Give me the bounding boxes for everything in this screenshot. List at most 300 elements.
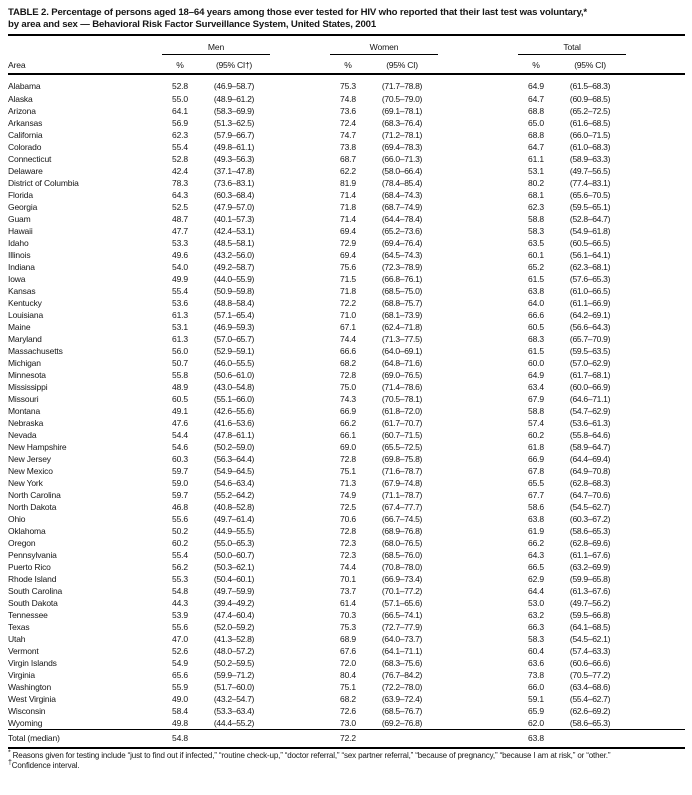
men-ci-cell: (48.5–58.1): [213, 238, 255, 249]
total-pct-cell: 68.3: [528, 334, 544, 345]
total-pct-cell: 64.9: [528, 80, 544, 91]
total-ci-cell: (65.6–70.5): [569, 190, 611, 201]
total-pct-header: %: [518, 55, 554, 75]
women-ci-cell: (69.2–76.8): [381, 718, 423, 729]
total-pct-cell: 66.6: [528, 310, 544, 321]
spacer-cell: [438, 273, 518, 285]
spacer-cell: [438, 177, 518, 189]
table-row: [8, 201, 685, 213]
women-ci-cell: (69.1–78.1): [381, 106, 423, 117]
area-cell: Nevada: [8, 430, 37, 441]
table-row: [8, 237, 685, 249]
men-ci-cell: (44.0–55.9): [213, 274, 255, 285]
men-pct-cell: 53.3: [172, 238, 188, 249]
total-ci-cell: (55.4–62.7): [569, 694, 611, 705]
spacer-cell: [270, 55, 330, 75]
spacer-cell: [270, 633, 330, 645]
women-ci-cell: (61.7–70.7): [381, 418, 423, 429]
total-pct-cell: 57.4: [528, 418, 544, 429]
area-cell: Puerto Rico: [8, 562, 51, 573]
women-pct-cell: 71.5: [340, 274, 356, 285]
spacer-cell: [438, 165, 518, 177]
total-pct-cell: 58.8: [528, 214, 544, 225]
spacer-cell: [626, 201, 685, 213]
women-ci-cell: (71.1–78.7): [381, 490, 423, 501]
spacer-cell: [270, 573, 330, 585]
spacer-cell: [438, 477, 518, 489]
women-pct-cell: 74.4: [340, 334, 356, 345]
women-pct-cell: 80.4: [340, 670, 356, 681]
men-column-group: Men: [162, 36, 270, 55]
men-pct-cell: 54.9: [172, 658, 188, 669]
table-row: [8, 393, 685, 405]
total-pct-cell: 58.8: [528, 406, 544, 417]
total-ci-cell: (58.6–65.3): [569, 526, 611, 537]
spacer-cell: [270, 117, 330, 129]
women-ci-cell: (64.1–71.1): [381, 646, 423, 657]
total-pct-cell: 65.0: [528, 118, 544, 129]
men-ci-cell: (52.0–59.2): [213, 622, 255, 633]
men-pct-cell: 55.0: [172, 94, 188, 105]
women-ci-cell: (60.7–71.5): [381, 430, 423, 441]
spacer-cell: [270, 93, 330, 105]
women-pct-cell: 68.7: [340, 154, 356, 165]
spacer-cell: [438, 657, 518, 669]
men-ci-cell: (42.6–55.6): [213, 406, 255, 417]
women-pct-cell: 66.2: [340, 418, 356, 429]
area-cell: West Virginia: [8, 694, 56, 705]
area-cell: Indiana: [8, 262, 35, 273]
total-ci-cell: (55.8–64.6): [569, 430, 611, 441]
table-row: [8, 441, 685, 453]
area-cell: Idaho: [8, 238, 29, 249]
women-ci-cell: (70.8–78.0): [381, 562, 423, 573]
spacer-cell: [626, 153, 685, 165]
total-pct-cell: 66.0: [528, 682, 544, 693]
men-pct-cell: 64.1: [172, 106, 188, 117]
total-ci-cell: (49.7–56.2): [569, 598, 611, 609]
spacer-cell: [626, 681, 685, 693]
women-ci-cell: (66.7–74.5): [381, 514, 423, 525]
spacer-cell: [270, 645, 330, 657]
table-row: [8, 597, 685, 609]
area-cell: Ohio: [8, 514, 26, 525]
spacer-cell: [270, 105, 330, 117]
spacer-cell: [626, 645, 685, 657]
women-pct-cell: 61.4: [340, 598, 356, 609]
women-pct-cell: 73.7: [340, 586, 356, 597]
spacer-cell: [438, 717, 518, 730]
spacer-cell: [270, 525, 330, 537]
table-row: [8, 213, 685, 225]
men-pct-cell: 56.9: [172, 118, 188, 129]
spacer-cell: [270, 381, 330, 393]
men-pct-cell: 48.9: [172, 382, 188, 393]
group-header-row: [8, 36, 685, 55]
total-ci-cell: (56.6–64.3): [569, 322, 611, 333]
table-row: [8, 93, 685, 105]
spacer-cell: [626, 561, 685, 573]
women-pct-cell: 67.6: [340, 646, 356, 657]
women-pct-cell: 70.6: [340, 514, 356, 525]
women-pct-cell: 81.9: [340, 178, 356, 189]
women-column-group: Women: [330, 36, 438, 55]
spacer-cell: [626, 429, 685, 441]
spacer-cell: [270, 333, 330, 345]
table-row: [8, 189, 685, 201]
table-body: [8, 74, 685, 730]
spacer-cell: [438, 693, 518, 705]
spacer-cell: [626, 441, 685, 453]
spacer-cell: [438, 501, 518, 513]
total-ci-cell: (62.6–69.2): [569, 706, 611, 717]
total-pct-cell: 66.3: [528, 622, 544, 633]
total-pct-cell: 53.1: [528, 166, 544, 177]
area-cell: Maryland: [8, 334, 42, 345]
total-ci-cell: (64.6–71.1): [569, 394, 611, 405]
men-pct-cell: 62.3: [172, 130, 188, 141]
spacer-cell: [438, 441, 518, 453]
women-pct-cell: 75.1: [340, 682, 356, 693]
spacer-cell: [270, 717, 330, 730]
spacer-cell: [626, 105, 685, 117]
spacer-cell: [626, 237, 685, 249]
spacer-cell: [626, 129, 685, 141]
spacer-cell: [438, 261, 518, 273]
total-ci-cell: (62.8–69.6): [569, 538, 611, 549]
men-pct-cell: 54.8: [162, 730, 198, 749]
table-row: [8, 417, 685, 429]
women-pct-cell: 69.0: [340, 442, 356, 453]
spacer-cell: [626, 357, 685, 369]
spacer-cell: [438, 681, 518, 693]
women-pct-cell: 72.8: [340, 454, 356, 465]
total-pct-cell: 63.8: [518, 730, 554, 749]
table-row: [8, 369, 685, 381]
men-ci-cell: [198, 730, 270, 749]
area-cell: Total (median): [8, 730, 162, 749]
men-ci-cell: (55.2–64.2): [213, 490, 255, 501]
women-ci-cell: (72.3–78.9): [381, 262, 423, 273]
spacer-cell: [438, 393, 518, 405]
spacer-cell: [270, 285, 330, 297]
women-pct-cell: 75.3: [340, 80, 356, 91]
total-ci-cell: (58.6–65.3): [569, 718, 611, 729]
spacer-cell: [438, 381, 518, 393]
spacer-cell: [438, 141, 518, 153]
area-cell: South Carolina: [8, 586, 63, 597]
women-ci-cell: (68.8–75.7): [381, 298, 423, 309]
area-cell: Nebraska: [8, 418, 44, 429]
spacer-cell: [438, 609, 518, 621]
women-ci-cell: (68.3–76.4): [381, 118, 423, 129]
total-pct-cell: 67.9: [528, 394, 544, 405]
area-cell: Oklahoma: [8, 526, 46, 537]
spacer-cell: [626, 549, 685, 561]
men-ci-header: (95% CI†): [198, 55, 270, 75]
total-pct-cell: 60.1: [528, 250, 544, 261]
total-ci-cell: (63.4–68.6): [569, 682, 611, 693]
women-pct-cell: 69.4: [340, 250, 356, 261]
men-ci-cell: (42.4–53.1): [213, 226, 255, 237]
men-ci-cell: (59.9–71.2): [213, 670, 255, 681]
table-row: [8, 141, 685, 153]
total-pct-cell: 65.2: [528, 262, 544, 273]
women-pct-cell: 72.8: [340, 370, 356, 381]
spacer-cell: [626, 597, 685, 609]
table-row: [8, 717, 685, 730]
women-ci-cell: (69.4–76.4): [381, 238, 423, 249]
men-pct-cell: 52.6: [172, 646, 188, 657]
area-cell: Maine: [8, 322, 31, 333]
table-row: [8, 621, 685, 633]
total-pct-cell: 58.6: [528, 502, 544, 513]
women-pct-cell: 73.0: [340, 718, 356, 729]
total-pct-cell: 64.7: [528, 142, 544, 153]
table-row: [8, 165, 685, 177]
spacer-cell: [270, 730, 330, 749]
total-pct-cell: 60.2: [528, 430, 544, 441]
area-cell: Virginia: [8, 670, 35, 681]
total-ci-cell: (77.4–83.1): [569, 178, 611, 189]
area-cell: Wyoming: [8, 718, 43, 729]
total-pct-cell: 61.5: [528, 346, 544, 357]
table-row: [8, 537, 685, 549]
spacer-cell: [270, 345, 330, 357]
table-row: [8, 585, 685, 597]
area-cell: Guam: [8, 214, 31, 225]
spacer-cell: [270, 261, 330, 273]
men-pct-cell: 59.7: [172, 466, 188, 477]
men-ci-cell: (43.0–54.8): [213, 382, 255, 393]
table-row: [8, 285, 685, 297]
total-ci-cell: [554, 730, 626, 749]
men-pct-cell: 55.8: [172, 370, 188, 381]
table-row: [8, 633, 685, 645]
women-pct-cell: 67.1: [340, 322, 356, 333]
spacer-cell: [270, 657, 330, 669]
total-pct-cell: 58.3: [528, 634, 544, 645]
area-cell: Arizona: [8, 106, 36, 117]
area-cell: Georgia: [8, 202, 38, 213]
men-pct-cell: 55.9: [172, 682, 188, 693]
area-cell: Illinois: [8, 250, 31, 261]
total-ci-cell: (61.3–67.6): [569, 586, 611, 597]
total-pct-cell: 61.9: [528, 526, 544, 537]
men-ci-cell: (46.9–59.3): [213, 322, 255, 333]
table-row: [8, 129, 685, 141]
men-ci-cell: (44.9–55.5): [213, 526, 255, 537]
men-ci-cell: (41.6–53.6): [213, 418, 255, 429]
area-cell: Arkansas: [8, 118, 43, 129]
spacer-cell: [438, 333, 518, 345]
women-pct-cell: 74.9: [340, 490, 356, 501]
women-ci-cell: (64.5–74.3): [381, 250, 423, 261]
total-ci-cell: (61.1–66.9): [569, 298, 611, 309]
total-pct-cell: 68.8: [528, 130, 544, 141]
men-pct-cell: 53.6: [172, 298, 188, 309]
women-pct-cell: 70.3: [340, 610, 356, 621]
men-ci-cell: (49.8–61.1): [213, 142, 255, 153]
men-pct-cell: 52.5: [172, 202, 188, 213]
total-ci-cell: (52.8–64.7): [569, 214, 611, 225]
total-ci-cell: (66.0–71.5): [569, 130, 611, 141]
spacer-cell: [438, 285, 518, 297]
spacer-cell: [270, 621, 330, 633]
men-pct-cell: 50.2: [172, 526, 188, 537]
footnote-confidence-interval: [8, 761, 685, 771]
women-pct-header: %: [330, 55, 366, 75]
total-ci-cell: (61.5–68.3): [569, 80, 611, 91]
total-pct-cell: 68.8: [528, 106, 544, 117]
table-row: [8, 381, 685, 393]
area-cell: Mississippi: [8, 382, 48, 393]
spacer-cell: [626, 321, 685, 333]
men-pct-cell: 60.3: [172, 454, 188, 465]
men-ci-cell: (56.3–64.4): [213, 454, 255, 465]
women-ci-cell: (63.9–72.4): [381, 694, 423, 705]
total-ci-cell: (59.9–65.8): [569, 574, 611, 585]
spacer-cell: [438, 429, 518, 441]
spacer-cell: [270, 669, 330, 681]
total-ci-cell: (54.5–62.7): [569, 502, 611, 513]
women-pct-cell: 71.8: [340, 286, 356, 297]
men-pct-cell: 56.0: [172, 346, 188, 357]
spacer-cell: [626, 393, 685, 405]
spacer-cell: [438, 36, 518, 55]
spacer-cell: [626, 477, 685, 489]
spacer-cell: [626, 405, 685, 417]
spacer-cell: [626, 573, 685, 585]
women-pct-cell: 72.9: [340, 238, 356, 249]
total-ci-cell: (70.5–77.2): [569, 670, 611, 681]
women-ci-cell: (64.0–73.7): [381, 634, 423, 645]
table-row: [8, 489, 685, 501]
men-ci-cell: (55.0–65.3): [213, 538, 255, 549]
total-pct-cell: 65.5: [528, 478, 544, 489]
men-ci-cell: (47.8–61.1): [213, 430, 255, 441]
area-cell: New Jersey: [8, 454, 51, 465]
area-cell: South Dakota: [8, 598, 58, 609]
women-ci-cell: (70.5–79.0): [381, 94, 423, 105]
total-ci-cell: (60.0–66.9): [569, 382, 611, 393]
men-pct-cell: 64.3: [172, 190, 188, 201]
area-cell: Florida: [8, 190, 33, 201]
spacer-cell: [270, 237, 330, 249]
spacer-cell: [438, 465, 518, 477]
spacer-cell: [438, 129, 518, 141]
spacer-cell: [270, 597, 330, 609]
spacer-cell: [270, 453, 330, 465]
spacer-cell: [270, 357, 330, 369]
women-ci-cell: (70.5–78.1): [381, 394, 423, 405]
spacer-cell: [626, 633, 685, 645]
women-ci-cell: (66.9–73.4): [381, 574, 423, 585]
women-ci-cell: (65.2–73.6): [381, 226, 423, 237]
total-ci-cell: (65.2–72.5): [569, 106, 611, 117]
table-title: [8, 7, 685, 36]
men-pct-cell: 78.3: [172, 178, 188, 189]
men-pct-cell: 52.8: [172, 154, 188, 165]
spacer-cell: [626, 705, 685, 717]
women-ci-cell: (66.0–71.3): [381, 154, 423, 165]
area-cell: Massachusetts: [8, 346, 63, 357]
spacer-cell: [270, 74, 330, 93]
spacer-cell: [438, 55, 518, 75]
men-pct-cell: 61.3: [172, 310, 188, 321]
spacer-cell: [438, 237, 518, 249]
women-ci-cell: (66.5–74.1): [381, 610, 423, 621]
total-pct-cell: 63.5: [528, 238, 544, 249]
spacer-cell: [438, 321, 518, 333]
men-pct-cell: 55.6: [172, 514, 188, 525]
men-pct-cell: 53.9: [172, 610, 188, 621]
total-ci-cell: (54.9–61.8): [569, 226, 611, 237]
women-ci-cell: (67.4–77.7): [381, 502, 423, 513]
women-pct-cell: 71.8: [340, 202, 356, 213]
women-ci-cell: (72.7–77.9): [381, 622, 423, 633]
total-ci-cell: (64.4–69.4): [569, 454, 611, 465]
men-ci-cell: (43.2–54.7): [213, 694, 255, 705]
men-ci-cell: (40.1–57.3): [213, 214, 255, 225]
men-ci-cell: (50.2–59.0): [213, 442, 255, 453]
women-pct-cell: 72.6: [340, 706, 356, 717]
area-cell: Vermont: [8, 646, 39, 657]
total-pct-cell: 64.7: [528, 94, 544, 105]
women-pct-cell: 75.1: [340, 466, 356, 477]
total-pct-cell: 64.9: [528, 370, 544, 381]
area-cell: Montana: [8, 406, 41, 417]
total-pct-cell: 67.7: [528, 490, 544, 501]
area-cell: Connecticut: [8, 154, 52, 165]
table-row: [8, 561, 685, 573]
area-cell: Utah: [8, 634, 26, 645]
total-ci-cell: (62.3–68.1): [569, 262, 611, 273]
men-ci-cell: (73.6–83.1): [213, 178, 255, 189]
spacer-cell: [438, 74, 518, 93]
men-ci-cell: (57.1–65.4): [213, 310, 255, 321]
total-ci-cell: (63.2–69.9): [569, 562, 611, 573]
men-ci-cell: (44.4–55.2): [213, 718, 255, 729]
spacer-cell: [270, 441, 330, 453]
women-pct-cell: 75.0: [340, 382, 356, 393]
spacer-cell: [626, 189, 685, 201]
total-pct-cell: 63.8: [528, 514, 544, 525]
women-ci-cell: (68.5–76.0): [381, 550, 423, 561]
table-title-line1: TABLE 2. Percentage of persons aged 18–64 years among those ever tested for HIV who reported that their last test was voluntary,*: [8, 7, 588, 18]
men-ci-cell: (50.6–61.0): [213, 370, 255, 381]
men-ci-cell: (46.9–58.7): [213, 80, 255, 91]
spacer-cell: [270, 489, 330, 501]
spacer-cell: [626, 621, 685, 633]
table-title-line2: by area and sex — Behavioral Risk Factor Surveillance System, United States, 2001: [8, 18, 377, 30]
spacer-cell: [438, 201, 518, 213]
table-row: [8, 273, 685, 285]
spacer-cell: [626, 93, 685, 105]
spacer-cell: [438, 309, 518, 321]
spacer-cell: [626, 333, 685, 345]
spacer-cell: [438, 730, 518, 749]
spacer-cell: [438, 105, 518, 117]
area-cell: Kentucky: [8, 298, 42, 309]
women-pct-cell: 73.6: [340, 106, 356, 117]
table-row: [8, 693, 685, 705]
table-row: [8, 74, 685, 93]
spacer-cell: [270, 393, 330, 405]
footnote-reasons: [8, 751, 685, 761]
men-pct-cell: 59.0: [172, 478, 188, 489]
men-pct-cell: 56.2: [172, 562, 188, 573]
